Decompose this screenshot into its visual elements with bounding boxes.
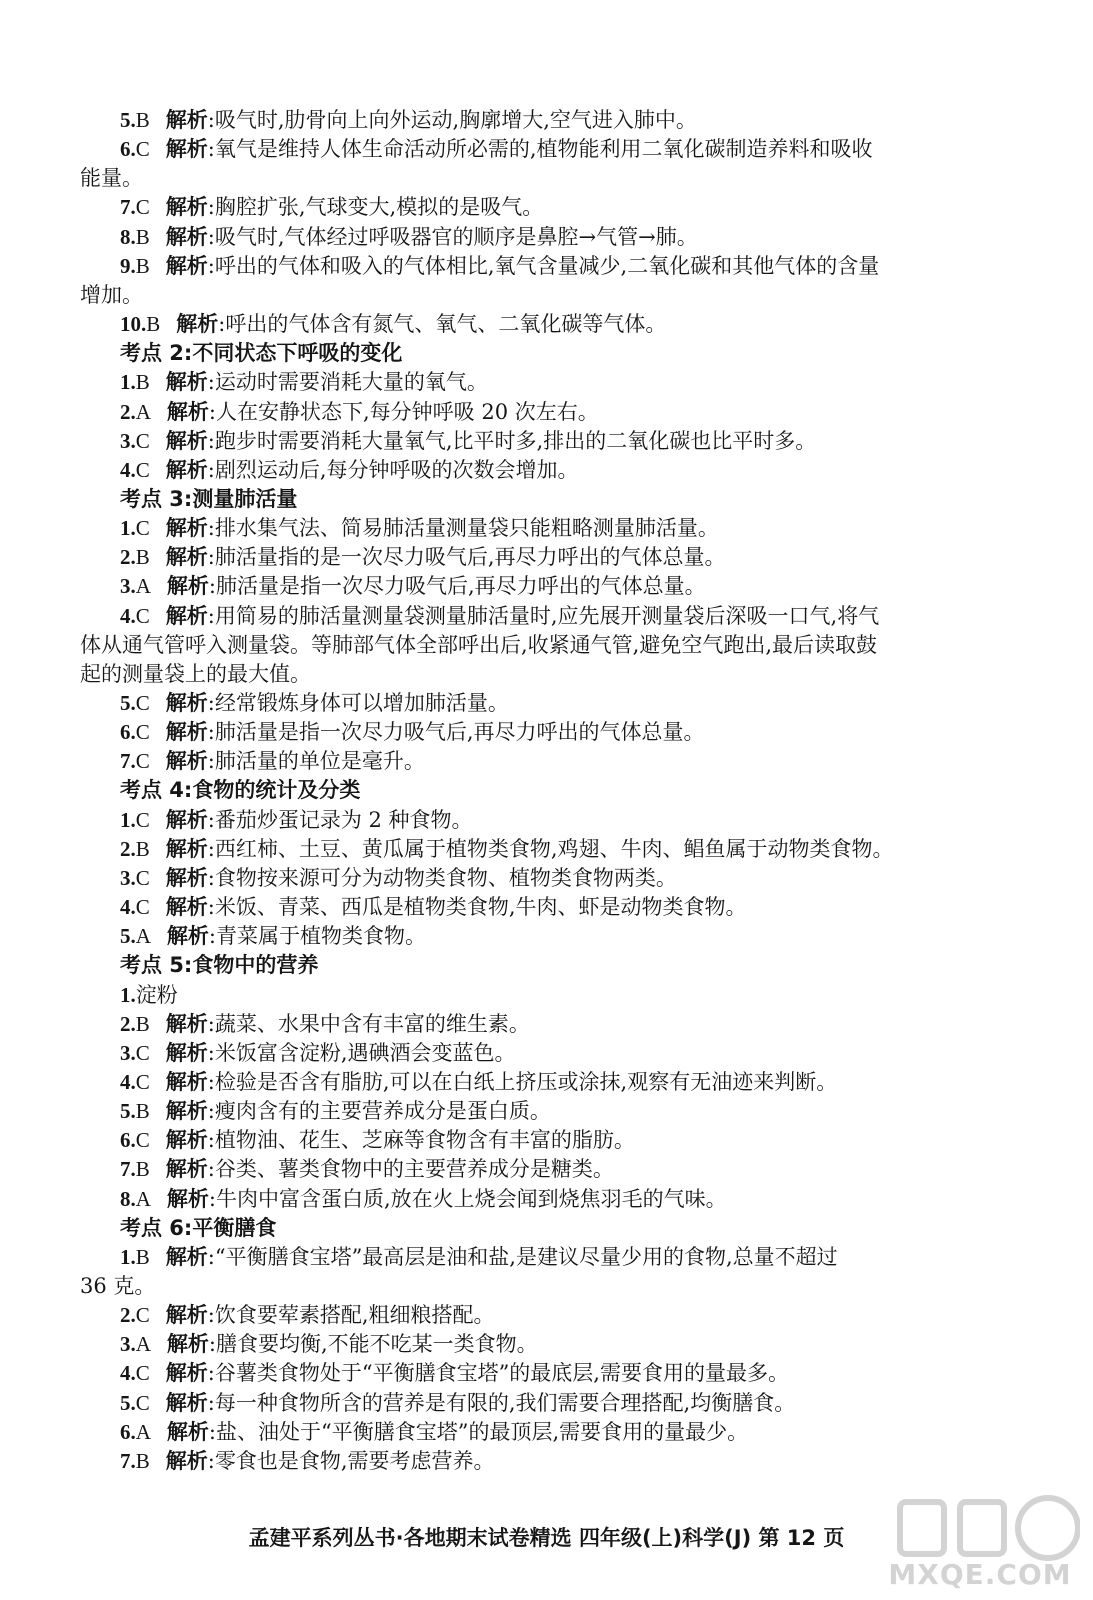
answer-item <box>120 864 1020 892</box>
answer-item <box>120 1039 1020 1067</box>
item-answer: A <box>135 574 151 599</box>
item-explanation: :吸气时,气体经过呼吸器官的顺序是鼻腔→气管→肺。 <box>207 224 698 249</box>
item-answer: C <box>135 457 150 482</box>
item-answer: A <box>135 924 151 949</box>
item-answer: C <box>135 1128 150 1153</box>
item-number: 7. <box>120 1448 136 1473</box>
item-label: 解析 <box>165 1099 208 1124</box>
item-label: 解析 <box>165 749 208 774</box>
item-answer: B <box>135 1011 150 1036</box>
item-number: 1. <box>120 982 136 1007</box>
watermark-text: MXQE.COM <box>888 1558 1072 1591</box>
item-explanation: :呼出的气体含有氮气、氧气、二氧化碳等气体。 <box>218 312 667 337</box>
answer-item <box>120 1330 1020 1358</box>
answer-item <box>120 427 1020 455</box>
item-number: 3. <box>120 574 136 599</box>
item-answer: C <box>135 603 150 628</box>
item-answer: C <box>135 516 150 541</box>
watermark-logo <box>880 1488 1080 1593</box>
item-number: 8. <box>120 1186 136 1211</box>
item-explanation: :检验是否含有脂肪,可以在白纸上挤压或涂抹,观察有无油迹来判断。 <box>207 1069 838 1094</box>
item-answer: B <box>135 1099 150 1124</box>
item-number: 5. <box>120 1099 136 1124</box>
answer-item <box>120 981 1020 1009</box>
item-answer: B <box>146 312 161 337</box>
item-number: 9. <box>120 253 136 278</box>
answer-item <box>120 922 1020 950</box>
item-explanation: :米饭富含淀粉,遇碘酒会变蓝色。 <box>207 1040 516 1065</box>
item-label: 解析 <box>165 720 208 745</box>
item-explanation: :运动时需要消耗大量的氧气。 <box>207 370 488 395</box>
item-label: 解析 <box>165 691 208 715</box>
item-number: 2. <box>120 545 136 570</box>
item-number: 4. <box>120 603 136 628</box>
item-answer: B <box>135 545 150 570</box>
item-explanation: :盐、油处于“平衡膳食宝塔”的最顶层,需要食用的量最少。 <box>208 1419 749 1444</box>
continuation-line: 增加。 <box>80 282 143 307</box>
item-explanation: :呼出的气体和吸入的气体相比,氧气含量减少,二氧化碳和其他气体的含量 <box>207 253 880 278</box>
item-answer: C <box>135 428 150 453</box>
item-number: 1. <box>120 1244 136 1269</box>
item-explanation: :剧烈运动后,每分钟呼吸的次数会增加。 <box>207 457 579 482</box>
item-number: 7. <box>120 195 136 220</box>
item-label: 解析 <box>166 1419 209 1444</box>
item-label: 解析 <box>165 1361 208 1386</box>
item-answer: B <box>135 1448 150 1473</box>
item-number: 6. <box>120 137 136 162</box>
answer-item <box>120 1155 1020 1183</box>
item-number: 7. <box>120 749 136 774</box>
item-answer: B <box>135 370 150 395</box>
item-label: 解析 <box>166 924 209 949</box>
answer-item <box>120 398 1020 426</box>
item-label: 解析 <box>165 108 208 132</box>
item-answer: C <box>135 137 150 162</box>
item-explanation: :经常锻炼身体可以增加肺活量。 <box>207 691 509 715</box>
answer-item <box>120 893 1020 921</box>
item-label: 解析 <box>165 195 208 220</box>
item-explanation: :人在安静状态下,每分钟呼吸 20 次左右。 <box>208 399 599 424</box>
item-label: 解析 <box>166 1186 209 1211</box>
answer-item <box>120 689 1020 717</box>
item-answer: B <box>135 1244 150 1269</box>
item-explanation: :肺活量的单位是毫升。 <box>207 749 425 774</box>
item-label: 解析 <box>165 224 208 249</box>
answer-item <box>120 223 1020 251</box>
answer-item <box>120 718 1020 746</box>
item-label: 解析 <box>165 253 208 278</box>
answer-item <box>120 252 1020 280</box>
item-explanation: :每一种食物所含的营养是有限的,我们需要合理搭配,均衡膳食。 <box>207 1390 796 1415</box>
answer-item <box>120 368 1020 396</box>
item-explanation: :蔬菜、水果中含有丰富的维生素。 <box>207 1011 530 1036</box>
item-number: 10. <box>120 312 147 337</box>
item-label: 解析 <box>165 428 208 453</box>
item-number: 7. <box>120 1157 136 1182</box>
item-number: 4. <box>120 1069 136 1094</box>
item-explanation: :膳食要均衡,不能不吃某一类食物。 <box>208 1332 538 1357</box>
item-answer: B <box>135 253 150 278</box>
item-number: 4. <box>120 895 136 920</box>
item-answer: B <box>135 224 150 249</box>
answer-item <box>120 543 1020 571</box>
answer-item <box>120 310 1020 338</box>
item-number: 4. <box>120 1361 136 1386</box>
item-number: 5. <box>120 1390 136 1415</box>
item-number: 2. <box>120 836 136 861</box>
item-label: 解析 <box>165 1011 208 1036</box>
answer-item <box>120 106 1020 134</box>
answer-item <box>120 835 1020 863</box>
item-number: 8. <box>120 224 136 249</box>
answer-item <box>120 193 1020 221</box>
answer-item <box>120 1243 1020 1271</box>
section-heading: 考点 5:食物中的营养 <box>120 953 319 978</box>
item-explanation: :跑步时需要消耗大量氧气,比平时多,排出的二氧化碳也比平时多。 <box>207 428 817 453</box>
item-answer: C <box>135 691 150 715</box>
item-explanation: :吸气时,肋骨向上向外运动,胸廓增大,空气进入肺中。 <box>207 108 697 132</box>
item-label: 解析 <box>165 457 208 482</box>
item-label: 解析 <box>165 545 208 570</box>
answer-item <box>120 135 1020 163</box>
item-label: 解析 <box>165 895 208 920</box>
page-footer: 孟建平系列丛书·各地期末试卷精选 四年级(上)科学(J) 第 12 页 <box>248 1526 845 1550</box>
item-label: 解析 <box>165 603 208 628</box>
item-label: 解析 <box>166 399 209 424</box>
item-label: 解析 <box>165 865 208 890</box>
answer-item <box>120 747 1020 775</box>
item-answer: C <box>135 1303 150 1328</box>
item-number: 4. <box>120 457 136 482</box>
item-label: 解析 <box>165 836 208 861</box>
item-explanation: :胸腔扩张,气球变大,模拟的是吸气。 <box>207 195 544 220</box>
answer-item <box>120 1447 1020 1475</box>
item-number: 3. <box>120 1040 136 1065</box>
answer-item <box>120 806 1020 834</box>
item-explanation: :排水集气法、简易肺活量测量袋只能粗略测量肺活量。 <box>207 516 719 541</box>
answer-item <box>120 1185 1020 1213</box>
item-number: 5. <box>120 924 136 949</box>
item-number: 1. <box>120 516 136 541</box>
item-answer: C <box>135 807 150 832</box>
answer-item <box>120 1097 1020 1125</box>
answer-item <box>120 572 1020 600</box>
item-number: 3. <box>120 865 136 890</box>
item-answer: A <box>135 399 151 424</box>
answer-item <box>120 514 1020 542</box>
continuation-line: 能量。 <box>80 166 143 191</box>
item-label: 解析 <box>166 574 209 599</box>
answer-item <box>120 1389 1020 1417</box>
item-label: 解析 <box>165 1128 208 1153</box>
item-explanation: :谷薯类食物处于“平衡膳食宝塔”的最底层,需要食用的量最多。 <box>207 1361 789 1386</box>
item-number: 2. <box>120 399 136 424</box>
item-explanation: :食物按来源可分为动物类食物、植物类食物两类。 <box>207 865 677 890</box>
section-heading: 考点 4:食物的统计及分类 <box>120 778 361 803</box>
item-number: 6. <box>120 720 136 745</box>
item-label: 解析 <box>165 1448 208 1473</box>
item-explanation: :氧气是维持人体生命活动所必需的,植物能利用二氧化碳制造养料和吸收 <box>207 137 873 162</box>
item-explanation: :肺活量是指一次尽力吸气后,再尽力呼出的气体总量。 <box>208 574 706 599</box>
item-answer: A <box>135 1186 151 1211</box>
item-explanation: :植物油、花生、芝麻等食物含有丰富的脂肪。 <box>207 1128 635 1153</box>
section-heading: 考点 6:平衡膳食 <box>120 1215 277 1240</box>
item-answer: C <box>135 895 150 920</box>
item-number: 1. <box>120 807 136 832</box>
item-label: 解析 <box>165 1040 208 1065</box>
answer-item <box>120 456 1020 484</box>
item-explanation: :牛肉中富含蛋白质,放在火上烧会闻到烧焦羽毛的气味。 <box>208 1186 727 1211</box>
item-answer: C <box>135 865 150 890</box>
answer-item <box>120 1068 1020 1096</box>
item-answer: A <box>135 1419 151 1444</box>
item-label: 解析 <box>165 807 208 832</box>
item-number: 5. <box>120 691 136 715</box>
item-answer: A <box>135 1332 151 1357</box>
answer-item <box>120 1418 1020 1446</box>
item-explanation: :瘦肉含有的主要营养成分是蛋白质。 <box>207 1099 551 1124</box>
item-answer: C <box>135 720 150 745</box>
item-number: 1. <box>120 370 136 395</box>
item-label: 解析 <box>165 1157 208 1182</box>
item-explanation: :西红柿、土豆、黄瓜属于植物类食物,鸡翅、牛肉、鲳鱼属于动物类食物。 <box>207 836 894 861</box>
item-label: 解析 <box>165 1390 208 1415</box>
section-heading: 考点 3:测量肺活量 <box>120 486 298 511</box>
item-label: 解析 <box>165 516 208 541</box>
item-number: 6. <box>120 1419 136 1444</box>
item-number: 5. <box>120 108 136 132</box>
item-label: 解析 <box>176 312 219 337</box>
answer-item <box>120 1010 1020 1038</box>
item-explanation: :饮食要荤素搭配,粗细粮搭配。 <box>207 1303 495 1328</box>
continuation-line: 体从通气管呼入测量袋。等肺部气体全部呼出后,收紧通气管,避免空气跑出,最后读取鼓 <box>80 632 878 657</box>
item-explanation: :肺活量是指一次尽力吸气后,再尽力呼出的气体总量。 <box>207 720 705 745</box>
item-label: 解析 <box>166 1332 209 1357</box>
item-answer: B <box>135 1157 150 1182</box>
item-explanation: :肺活量指的是一次尽力吸气后,再尽力呼出的气体总量。 <box>207 545 726 570</box>
item-answer: C <box>135 1040 150 1065</box>
answer-item <box>120 1359 1020 1387</box>
item-explanation: :番茄炒蛋记录为 2 种食物。 <box>207 807 473 832</box>
item-answer: 淀粉 <box>135 982 178 1007</box>
item-number: 2. <box>120 1303 136 1328</box>
answer-item <box>120 602 1020 630</box>
item-answer: C <box>135 749 150 774</box>
item-explanation: :青菜属于植物类食物。 <box>208 924 426 949</box>
item-label: 解析 <box>165 1069 208 1094</box>
item-explanation: :米饭、青菜、西瓜是植物类食物,牛肉、虾是动物类食物。 <box>207 895 747 920</box>
answer-item <box>120 1301 1020 1329</box>
item-label: 解析 <box>165 370 208 395</box>
item-label: 解析 <box>165 1303 208 1328</box>
item-explanation: :零食也是食物,需要考虑营养。 <box>207 1448 495 1473</box>
item-label: 解析 <box>165 1244 208 1269</box>
continuation-line: 起的测量袋上的最大值。 <box>80 661 311 686</box>
watermark-logo-icon <box>880 1488 1080 1568</box>
item-label: 解析 <box>165 137 208 162</box>
item-answer: C <box>135 1069 150 1094</box>
item-explanation: :谷类、薯类食物中的主要营养成分是糖类。 <box>207 1157 614 1182</box>
item-number: 2. <box>120 1011 136 1036</box>
section-heading: 考点 2:不同状态下呼吸的变化 <box>120 341 403 366</box>
item-explanation: :“平衡膳食宝塔”最高层是油和盐,是建议尽量少用的食物,总量不超过 <box>207 1244 838 1269</box>
item-answer: C <box>135 1390 150 1415</box>
item-answer: C <box>135 195 150 220</box>
item-answer: B <box>135 836 150 861</box>
answer-item <box>120 1126 1020 1154</box>
item-number: 6. <box>120 1128 136 1153</box>
item-number: 3. <box>120 1332 136 1357</box>
item-answer: B <box>135 108 150 132</box>
item-number: 3. <box>120 428 136 453</box>
item-answer: C <box>135 1361 150 1386</box>
continuation-line: 36 克。 <box>80 1274 156 1298</box>
item-explanation: :用简易的肺活量测量袋测量肺活量时,应先展开测量袋后深吸一口气,将气 <box>207 603 880 628</box>
